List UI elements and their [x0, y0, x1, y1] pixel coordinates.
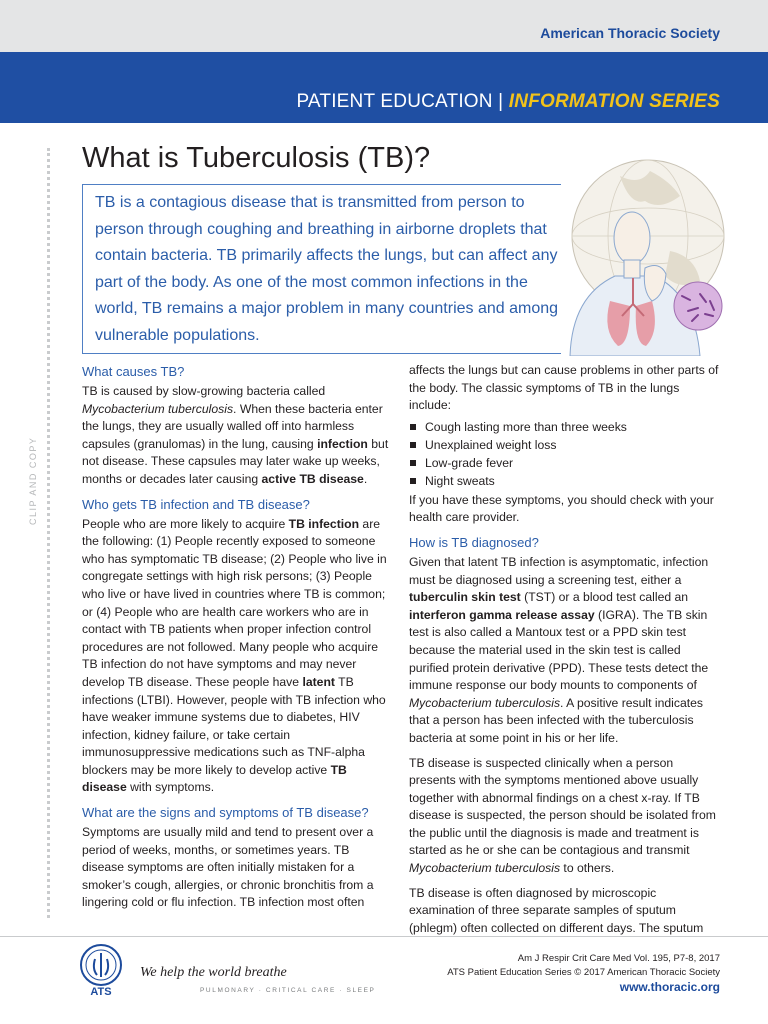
citation: [447, 952, 720, 980]
symptom-item: Cough lasting more than three weeks: [409, 418, 719, 436]
diag-text-1: Given that latent TB infection is asymptomatic, infection must be diagnosed using a screening test, either a: [409, 554, 709, 587]
who-paragraph: [82, 516, 394, 798]
who-text-bold-2: latent: [302, 674, 335, 689]
tb-illustration: [560, 156, 730, 356]
diag-text-2: (TST) or a blood test called an: [520, 590, 689, 605]
causes-text-2: . When these bacteria enter the lungs, they are usually walled off into harmless capsules (granulomas) in the lung, causing: [82, 401, 383, 451]
diag-text-3: (IGRA). The TB skin test is also called a Mantoux test or a PPD skin test because the material used in the skin test is called purified protein derivative (PPD). These tests detect the immune response our body mounts to components of: [409, 607, 709, 693]
diag-text-bold-2: interferon gamma release assay: [409, 607, 595, 622]
series-main: PATIENT EDUCATION |: [296, 91, 509, 112]
footer-divider: [0, 936, 768, 937]
series-italic: INFORMATION SERIES: [508, 91, 720, 112]
clip-dotted-line: [47, 148, 50, 918]
causes-text-4: .: [363, 471, 368, 486]
who-text-2: are the following: (1) People recently exposed to someone who has symptomatic TB disease; (2) People who live in congregate settings with high risk persons; (3) People who live or have lived in countries where TB is common; or (4) People who are health care workers who are in contact with TB patients when proper infection control procedures are not followed. Many people who acquire TB infection do not have symptoms and may never develop TB disease. These people have: [82, 516, 387, 689]
causes-text-3: but not disease. These capsules may later wake up weeks, months or decades later causing: [82, 436, 389, 486]
symptom-item: Night sweats: [409, 472, 719, 490]
column-right: [409, 362, 719, 944]
diag2-text-italic: Mycobacterium tuberculosis: [409, 861, 561, 876]
who-text-1: People who are more likely to acquire: [82, 516, 289, 531]
column-left: [82, 363, 394, 919]
who-text-bold-1: TB infection: [288, 516, 360, 531]
diag-text-4: . A positive result indicates that a person has been infected with the tuberculosis bacteria at some point in his or her life.: [409, 695, 703, 745]
lead-text: TB is a contagious disease that is transmitted from person to person through coughing and breathing in airborne droplets that contain bacteria. TB primarily affects the lungs, but can affect any part of the body. As one of the most common infections in the world, TB remains a major problem in many countries and among vulnerable populations.: [95, 194, 559, 344]
clip-and-copy-label: CLIP AND COPY: [28, 436, 38, 525]
causes-paragraph: [82, 383, 394, 489]
who-text-4: with symptoms.: [126, 780, 215, 795]
diagnosed-paragraph-2: [409, 755, 719, 878]
symptom-item: Low-grade fever: [409, 454, 719, 472]
symptom-item: Unexplained weight loss: [409, 436, 719, 454]
heading-how-diagnosed: How is TB diagnosed?: [409, 534, 539, 550]
ats-logo-icon: [78, 943, 124, 999]
causes-text-bold-2: active TB disease: [261, 471, 364, 486]
diagnosed-paragraph-3: TB disease is often diagnosed by microscopic examination of three separate samples of sputum (phlegm) often collected on different days. The sputum: [409, 885, 704, 935]
diag-text-bold-1: tuberculin skin test: [409, 590, 521, 605]
bacteria-icon: [674, 282, 722, 330]
signs-paragraph-3: If you have these symptoms, you should check with your health care provider.: [409, 492, 714, 525]
who-text-bold-3: TB disease: [82, 762, 347, 795]
page-title: What is Tuberculosis (TB)?: [82, 142, 431, 174]
org-name: American Thoracic Society: [540, 25, 720, 41]
causes-text-bold-1: infection: [317, 436, 368, 451]
citation-journal: Am J Respir Crit Care Med Vol. 195, P7-8, 2017: [517, 953, 720, 964]
diag-text-italic: Mycobacterium tuberculosis: [409, 695, 561, 710]
diag2-text-2: to others.: [560, 861, 615, 876]
causes-text-1: TB is caused by slow-growing bacteria called: [82, 384, 326, 398]
heading-who-gets: Who gets TB infection and TB disease?: [82, 496, 310, 512]
ats-logo-text: ATS: [90, 986, 112, 998]
series-title: [296, 91, 720, 113]
signs-paragraph-2: affects the lungs but can cause problems in other parts of the body. The classic symptoms of TB in the lungs include:: [409, 363, 719, 413]
citation-copyright: ATS Patient Education Series © 2017 American Thoracic Society: [447, 967, 720, 978]
signs-paragraph-1: Symptoms are usually mild and tend to present over a period of weeks, months, or sometimes years. TB disease symptoms are often initially mistaken for a smoker’s cough, allergies, or chronic bronchitis from a lingering cold or flu infection. TB infection most often: [82, 825, 374, 910]
symptom-list: [409, 418, 719, 490]
who-text-3: TB infections (LTBI). However, people with TB infection who have weaker immune systems due to diabetes, HIV infection, kidney failure, or take certain immunosuppressive medications such as TNF-alpha blockers may be more likely to develop active: [82, 674, 386, 777]
tagline-sub: PULMONARY · CRITICAL CARE · SLEEP: [200, 987, 376, 994]
diagnosed-paragraph-1: [409, 554, 719, 748]
heading-what-causes: What causes TB?: [82, 364, 185, 379]
heading-signs-symptoms: What are the signs and symptoms of TB disease?: [82, 805, 369, 821]
diag2-text-1: TB disease is suspected clinically when a person presents with the symptoms mentioned above usually together with abnormal findings on a chest x-ray. If TB disease is suspected, the person should be isolated from the public until the diagnosis is made and treatment is started as he or she can be contagious and transmit: [409, 755, 716, 858]
tagline: We help the world breathe: [140, 965, 287, 980]
causes-text-italic: Mycobacterium tuberculosis: [82, 401, 234, 416]
website-link[interactable]: www.thoracic.org: [619, 980, 720, 994]
